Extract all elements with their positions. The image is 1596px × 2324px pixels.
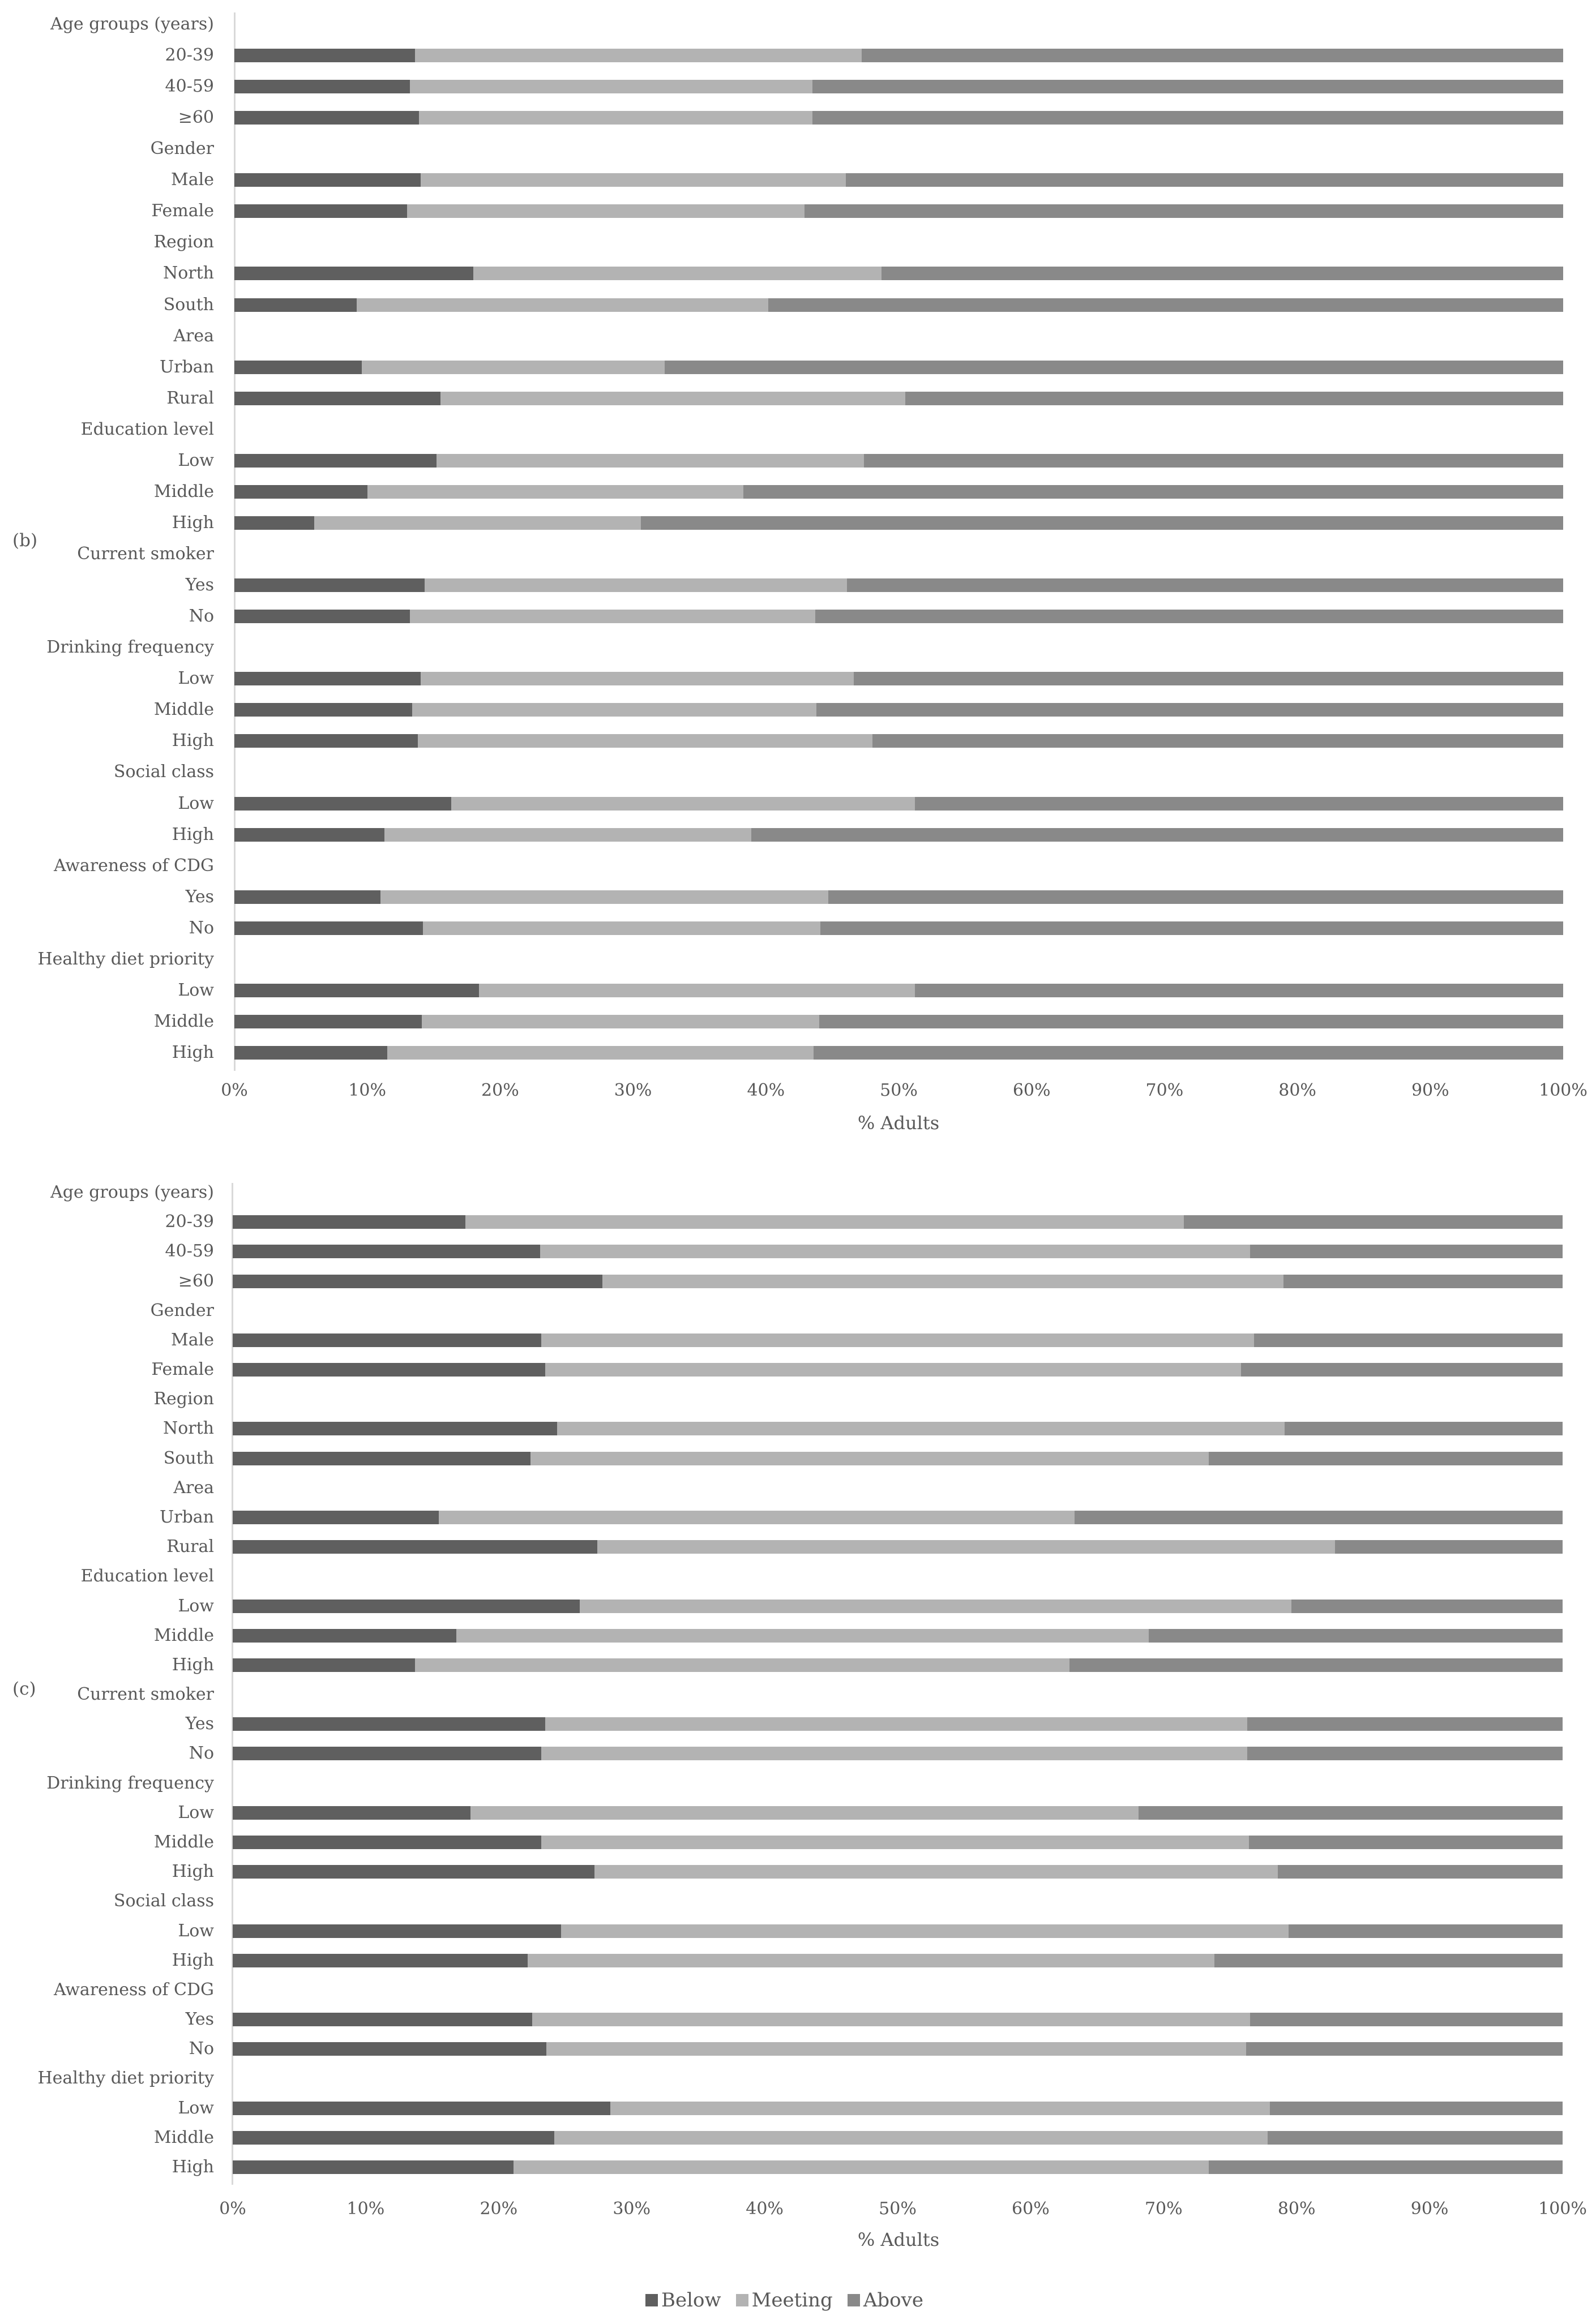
bar-segment-meeting bbox=[532, 2013, 1250, 2026]
stacked-bar bbox=[233, 1600, 1563, 1613]
bar-segment-meeting bbox=[541, 1747, 1247, 1760]
bar-segment-below bbox=[233, 1747, 541, 1760]
x-tick-label: 50% bbox=[880, 1080, 918, 1100]
x-tick-label: 20% bbox=[481, 1080, 519, 1100]
bar-segment-above bbox=[1250, 1245, 1563, 1258]
bar-segment-above bbox=[1283, 1275, 1563, 1288]
category-label: Yes bbox=[185, 575, 214, 595]
bar-segment-above bbox=[1289, 1924, 1563, 1938]
category-label: North bbox=[162, 263, 214, 284]
x-tick-label: 50% bbox=[879, 2199, 917, 2219]
stacked-bar bbox=[233, 2160, 1563, 2174]
bar-segment-above bbox=[1139, 1806, 1563, 1820]
bar-segment-below bbox=[233, 1245, 540, 1258]
x-tick-label: 20% bbox=[480, 2199, 518, 2219]
category-label: ≥60 bbox=[178, 108, 214, 128]
stacked-bar bbox=[233, 1452, 1563, 1465]
x-tick-label: 0% bbox=[219, 2199, 246, 2219]
legend-item-meeting bbox=[736, 2289, 833, 2312]
bar-segment-meeting bbox=[545, 1717, 1247, 1731]
category-label: Urban bbox=[159, 1507, 214, 1527]
category-label: No bbox=[189, 917, 214, 938]
category-label: High bbox=[172, 1654, 214, 1675]
category-label: No bbox=[189, 606, 214, 627]
bar-segment-meeting bbox=[540, 1245, 1250, 1258]
stacked-bar bbox=[233, 2102, 1563, 2115]
category-label: Low bbox=[178, 1802, 214, 1823]
category-label: High bbox=[172, 731, 214, 751]
stacked-bar bbox=[233, 1215, 1563, 1229]
x-tick-label: 70% bbox=[1144, 2199, 1183, 2219]
stacked-bar bbox=[233, 1747, 1563, 1760]
category-label: Middle bbox=[153, 2127, 214, 2147]
category-label: No bbox=[189, 1743, 214, 1764]
x-tick-label: 100% bbox=[1539, 1080, 1588, 1100]
stacked-bar bbox=[233, 1511, 1563, 1524]
bar-segment-below bbox=[233, 1806, 470, 1820]
bar-segment-above bbox=[1250, 2013, 1563, 2026]
category-label: Male bbox=[171, 1330, 214, 1350]
category-label: Low bbox=[178, 668, 214, 689]
bar-segment-meeting bbox=[439, 1511, 1075, 1524]
stacked-bar bbox=[233, 1422, 1563, 1435]
bar-segment-above bbox=[1254, 1333, 1563, 1347]
x-tick-label: 60% bbox=[1012, 2199, 1050, 2219]
category-label: Low bbox=[178, 450, 214, 470]
bar-segment-meeting bbox=[514, 2160, 1209, 2174]
x-tick-label: 80% bbox=[1278, 1080, 1316, 1100]
bar-segment-above bbox=[1209, 1452, 1563, 1465]
stacked-bar bbox=[233, 1333, 1563, 1347]
category-label: Female bbox=[151, 201, 214, 221]
group-label: Area bbox=[173, 1477, 214, 1498]
legend-label-above: Above bbox=[863, 2289, 923, 2312]
category-label: Low bbox=[178, 1596, 214, 1616]
category-label: Middle bbox=[153, 700, 214, 720]
x-tick-label: 30% bbox=[613, 2199, 651, 2219]
category-label: South bbox=[163, 294, 214, 315]
category-label: 20-39 bbox=[165, 45, 214, 66]
bar-segment-above bbox=[1209, 2160, 1563, 2174]
bar-segment-meeting bbox=[545, 1363, 1241, 1377]
x-tick-label: 100% bbox=[1538, 2199, 1587, 2219]
x-tick-label: 70% bbox=[1145, 1080, 1184, 1100]
category-label: Middle bbox=[153, 1832, 214, 1852]
x-tick-label: 30% bbox=[614, 1080, 652, 1100]
category-label: High bbox=[172, 1043, 214, 1062]
stacked-bar bbox=[233, 1363, 1563, 1377]
bar-segment-below bbox=[233, 1629, 456, 1643]
legend-label-below: Below bbox=[661, 2289, 721, 2312]
bar-segment-meeting bbox=[561, 1924, 1289, 1938]
stacked-bar bbox=[233, 1629, 1563, 1643]
bar-segment-below bbox=[233, 1511, 439, 1524]
bar-segment-meeting bbox=[528, 1954, 1214, 1967]
bar-segment-below bbox=[233, 1717, 545, 1731]
category-label: Yes bbox=[185, 1714, 214, 1734]
category-label: South bbox=[163, 1448, 214, 1468]
category-label: Middle bbox=[153, 1011, 214, 1031]
group-label: Drinking frequency bbox=[46, 637, 214, 658]
category-label: 40-59 bbox=[165, 76, 214, 97]
bar-segment-below bbox=[233, 1836, 541, 1849]
bar-segment-meeting bbox=[546, 2042, 1246, 2056]
x-tick-label: 0% bbox=[221, 1080, 248, 1100]
group-label: Area bbox=[173, 325, 214, 346]
bar-segment-meeting bbox=[557, 1422, 1285, 1435]
bar-segment-meeting bbox=[415, 1658, 1069, 1672]
stacked-bar bbox=[233, 1717, 1563, 1731]
category-label: Yes bbox=[185, 886, 214, 907]
bar-segment-above bbox=[1278, 1865, 1563, 1879]
bar-segment-above bbox=[1247, 1717, 1563, 1731]
stacked-bar bbox=[233, 1806, 1563, 1820]
bar-segment-below bbox=[233, 1215, 465, 1229]
group-label: Current smoker bbox=[77, 544, 214, 564]
x-tick-label: 10% bbox=[346, 2199, 385, 2219]
bar-segment-below bbox=[233, 1452, 530, 1465]
category-label: ≥60 bbox=[178, 1271, 214, 1291]
x-tick-label: 40% bbox=[747, 1080, 785, 1100]
group-label: Education level bbox=[80, 1566, 214, 1587]
bar-segment-above bbox=[1270, 2102, 1563, 2115]
group-label: Region bbox=[153, 232, 214, 252]
stacked-bar bbox=[233, 1245, 1563, 1258]
bar-segment-below bbox=[233, 2131, 554, 2145]
x-tick-label: 80% bbox=[1277, 2199, 1316, 2219]
group-label: Region bbox=[153, 1389, 214, 1409]
x-axis-title: % Adults bbox=[857, 1112, 940, 1134]
bar-segment-above bbox=[1335, 1540, 1563, 1554]
legend-label-meeting: Meeting bbox=[751, 2289, 833, 2312]
bar-segment-below bbox=[233, 2013, 532, 2026]
x-tick-label: 90% bbox=[1411, 1080, 1449, 1100]
bar-segment-meeting bbox=[597, 1540, 1336, 1554]
stacked-bar bbox=[233, 2013, 1563, 2026]
bar-segment-above bbox=[1246, 2042, 1563, 2056]
bar-segment-above bbox=[1247, 1747, 1563, 1760]
stacked-bar bbox=[233, 1865, 1563, 1879]
stacked-bar bbox=[233, 2131, 1563, 2145]
category-label: Yes bbox=[185, 2009, 214, 2030]
stacked-bar bbox=[233, 1540, 1563, 1554]
group-label: Awareness of CDG bbox=[53, 855, 214, 876]
bar-segment-below bbox=[233, 1333, 541, 1347]
category-label: High bbox=[172, 824, 214, 844]
stacked-bar bbox=[233, 1275, 1563, 1288]
x-tick-label: 40% bbox=[746, 2199, 784, 2219]
group-label: Age groups (years) bbox=[50, 1182, 214, 1202]
bar-segment-meeting bbox=[541, 1836, 1249, 1849]
category-label: Low bbox=[178, 1920, 214, 1941]
bar-segment-below bbox=[233, 1363, 545, 1377]
stacked-bar bbox=[233, 2042, 1563, 2056]
group-label: Social class bbox=[113, 762, 214, 782]
category-label: Middle bbox=[153, 1625, 214, 1645]
category-label: High bbox=[172, 1950, 214, 1970]
bar-segment-meeting bbox=[456, 1629, 1149, 1643]
legend-swatch-above bbox=[848, 2294, 860, 2306]
category-label: Female bbox=[151, 1360, 214, 1380]
bar-segment-below bbox=[233, 1658, 415, 1672]
stacked-bar bbox=[233, 1836, 1563, 1849]
bar-segment-above bbox=[1268, 2131, 1563, 2145]
legend-item-above bbox=[848, 2289, 923, 2312]
group-label: Healthy diet priority bbox=[37, 2068, 214, 2089]
bar-segment-meeting bbox=[580, 1600, 1291, 1613]
bar-segment-below bbox=[233, 1540, 597, 1554]
bar-segment-below bbox=[233, 1865, 594, 1879]
bar-segment-below bbox=[233, 2042, 546, 2056]
legend-swatch-meeting bbox=[736, 2294, 748, 2306]
bar-segment-meeting bbox=[530, 1452, 1209, 1465]
category-label: North bbox=[162, 1418, 214, 1439]
panel-label-b: (b) bbox=[12, 530, 38, 551]
category-label: 20-39 bbox=[165, 1212, 214, 1232]
group-label: Education level bbox=[80, 419, 214, 439]
x-tick-label: 10% bbox=[348, 1080, 387, 1100]
group-label: Gender bbox=[150, 139, 214, 159]
bar-segment-above bbox=[1149, 1629, 1563, 1643]
bar-segment-meeting bbox=[470, 1806, 1138, 1820]
bar-segment-meeting bbox=[610, 2102, 1270, 2115]
group-label: Healthy diet priority bbox=[37, 949, 214, 969]
category-label: High bbox=[172, 512, 214, 533]
category-label: Low bbox=[178, 793, 214, 813]
bar-segment-meeting bbox=[554, 2131, 1267, 2145]
category-label: High bbox=[172, 2157, 214, 2177]
bar-segment-below bbox=[233, 2160, 514, 2174]
bar-segment-above bbox=[1184, 1215, 1563, 1229]
bar-segment-above bbox=[1249, 1836, 1563, 1849]
x-tick-label: 60% bbox=[1012, 1080, 1051, 1100]
bar-segment-below bbox=[233, 1275, 602, 1288]
bar-segment-above bbox=[1069, 1658, 1563, 1672]
category-label: No bbox=[189, 2039, 214, 2059]
group-label: Age groups (years) bbox=[50, 14, 214, 34]
bar-segment-below bbox=[233, 1600, 580, 1613]
bar-segment-meeting bbox=[465, 1215, 1183, 1229]
bar-segment-above bbox=[1291, 1600, 1563, 1613]
category-label: Male bbox=[171, 170, 214, 190]
group-label: Awareness of CDG bbox=[53, 1979, 214, 2000]
bar-segment-below bbox=[233, 1422, 557, 1435]
bar-segment-meeting bbox=[602, 1275, 1283, 1288]
bar-segment-above bbox=[1075, 1511, 1563, 1524]
group-label: Social class bbox=[113, 1891, 214, 1911]
group-label: Drinking frequency bbox=[46, 1773, 214, 1793]
x-axis-title: % Adults bbox=[857, 2229, 940, 2250]
stacked-bar bbox=[233, 1658, 1563, 1672]
bar-segment-above bbox=[1241, 1363, 1563, 1377]
group-label: Current smoker bbox=[77, 1684, 214, 1705]
category-label: Rural bbox=[166, 388, 214, 408]
category-label: Low bbox=[178, 980, 214, 1000]
bar-segment-above bbox=[1214, 1954, 1563, 1967]
panel-label-c: (c) bbox=[12, 1679, 36, 1699]
bar-segment-below bbox=[233, 2102, 610, 2115]
category-label: Middle bbox=[153, 481, 214, 501]
category-label: 40-59 bbox=[165, 1241, 214, 1262]
bar-segment-below bbox=[233, 1924, 561, 1938]
category-label: High bbox=[172, 1862, 214, 1882]
legend bbox=[645, 2289, 923, 2312]
category-label: Urban bbox=[159, 357, 214, 377]
x-tick-label: 90% bbox=[1410, 2199, 1449, 2219]
stacked-bar bbox=[233, 1954, 1563, 1967]
stacked-bar bbox=[233, 1924, 1563, 1938]
legend-item-below bbox=[645, 2289, 721, 2312]
bar-segment-below bbox=[233, 1954, 528, 1967]
group-label: Gender bbox=[150, 1300, 214, 1320]
bar-segment-meeting bbox=[541, 1333, 1254, 1347]
legend-swatch-below bbox=[645, 2294, 658, 2306]
category-label: Rural bbox=[166, 1537, 214, 1557]
bar-segment-meeting bbox=[594, 1865, 1278, 1879]
category-label: Low bbox=[178, 2098, 214, 2118]
bar-segment-above bbox=[1285, 1422, 1563, 1435]
